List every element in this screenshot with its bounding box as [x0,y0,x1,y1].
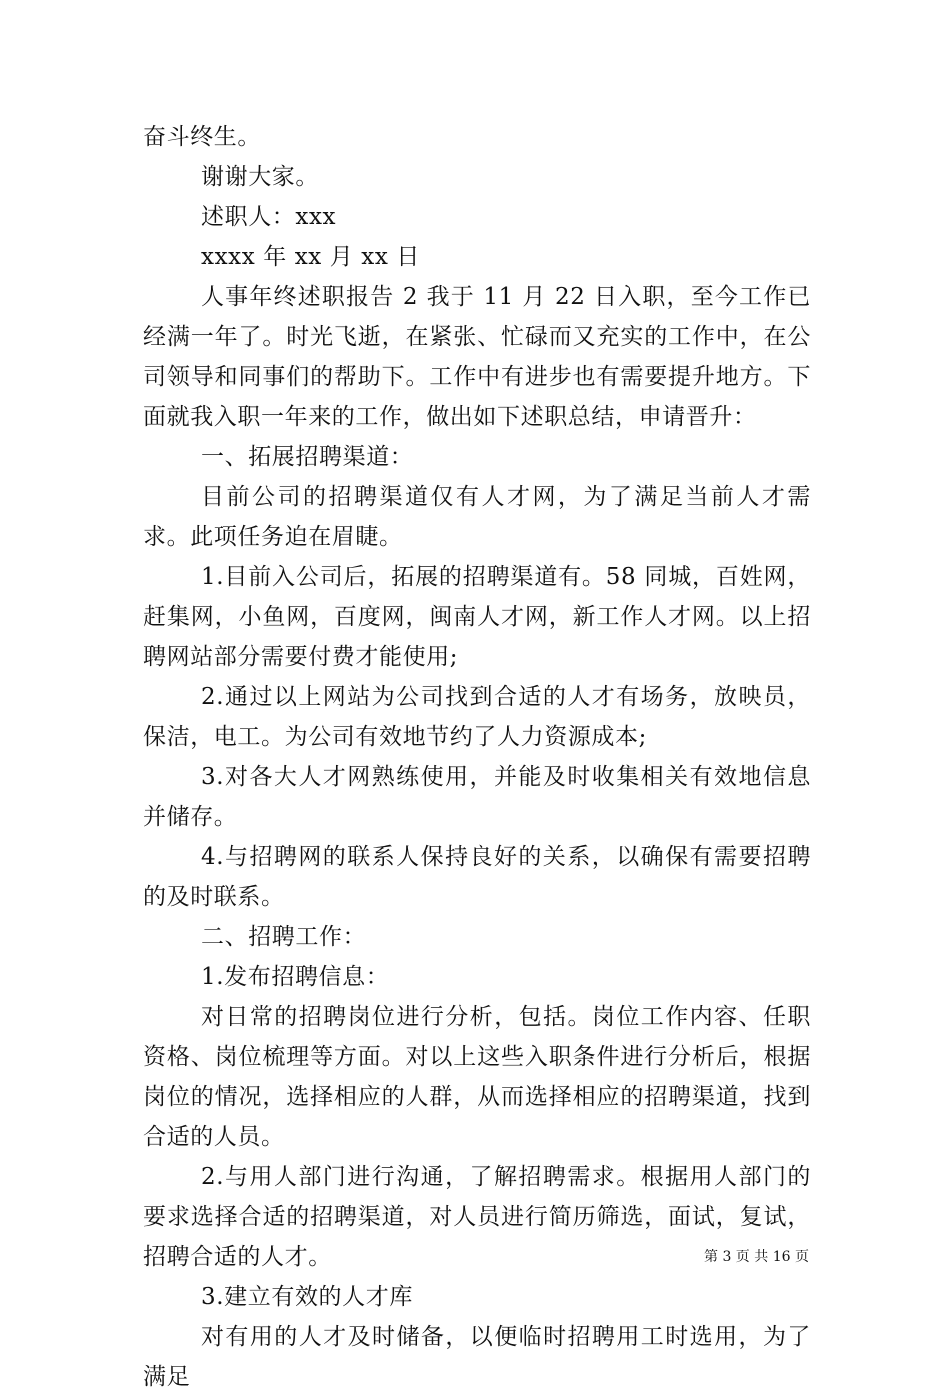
paragraph-6: 一、拓展招聘渠道： [201,444,414,470]
paragraph-11: 4.与招聘网的联系人保持良好的关系，以确保有需要招聘的及时联系。 [143,844,811,910]
paragraph-5: 人事年终述职报告 2 我于 11 月 22 日入职，至今工作已经满一年了。时光飞逝，在紧张、忙碌而又充实的工作中，在公司领导和同事们的帮助下。工作中有进步也有需要提升地方。下面就我入职一年来的工作，做出如下述职总结，申请晋升： [143,284,811,430]
paragraph-3: 述职人：xxx [201,204,337,230]
paragraph-1: 奋斗终生。 [143,124,261,150]
document-body [143,117,811,1397]
page-number-footer: 第 3 页 共 16 页 [704,1249,809,1265]
paragraph-4: xxxx 年 xx 月 xx 日 [201,244,420,270]
paragraph-12: 二、招聘工作： [201,924,367,950]
paragraph-17: 对有用的人才及时储备，以便临时招聘用工时选用，为了满足 [143,1324,811,1390]
paragraph-10: 3.对各大人才网熟练使用，并能及时收集相关有效地信息并储存。 [143,764,811,830]
paragraph-8: 1.目前入公司后，拓展的招聘渠道有。58 同城，百姓网，赶集网，小鱼网，百度网，闽南人才网，新工作人才网。以上招聘网站部分需要付费才能使用; [143,564,811,670]
paragraph-13: 1.发布招聘信息： [201,964,390,990]
paragraph-7: 目前公司的招聘渠道仅有人才网，为了满足当前人才需求。此项任务迫在眉睫。 [143,484,811,550]
paragraph-2: 谢谢大家。 [201,164,319,190]
paragraph-9: 2.通过以上网站为公司找到合适的人才有场务，放映员，保洁，电工。为公司有效地节约了人力资源成本; [143,684,811,750]
paragraph-15: 2.与用人部门进行沟通，了解招聘需求。根据用人部门的要求选择合适的招聘渠道，对人员进行简历筛选，面试，复试，招聘合适的人才。 [143,1164,811,1270]
paragraph-14: 对日常的招聘岗位进行分析，包括。岗位工作内容、任职资格、岗位梳理等方面。对以上这些入职条件进行分析后，根据岗位的情况，选择相应的人群，从而选择相应的招聘渠道，找到合适的人员。 [143,1004,811,1150]
paragraph-16: 3.建立有效的人才库 [201,1284,413,1310]
